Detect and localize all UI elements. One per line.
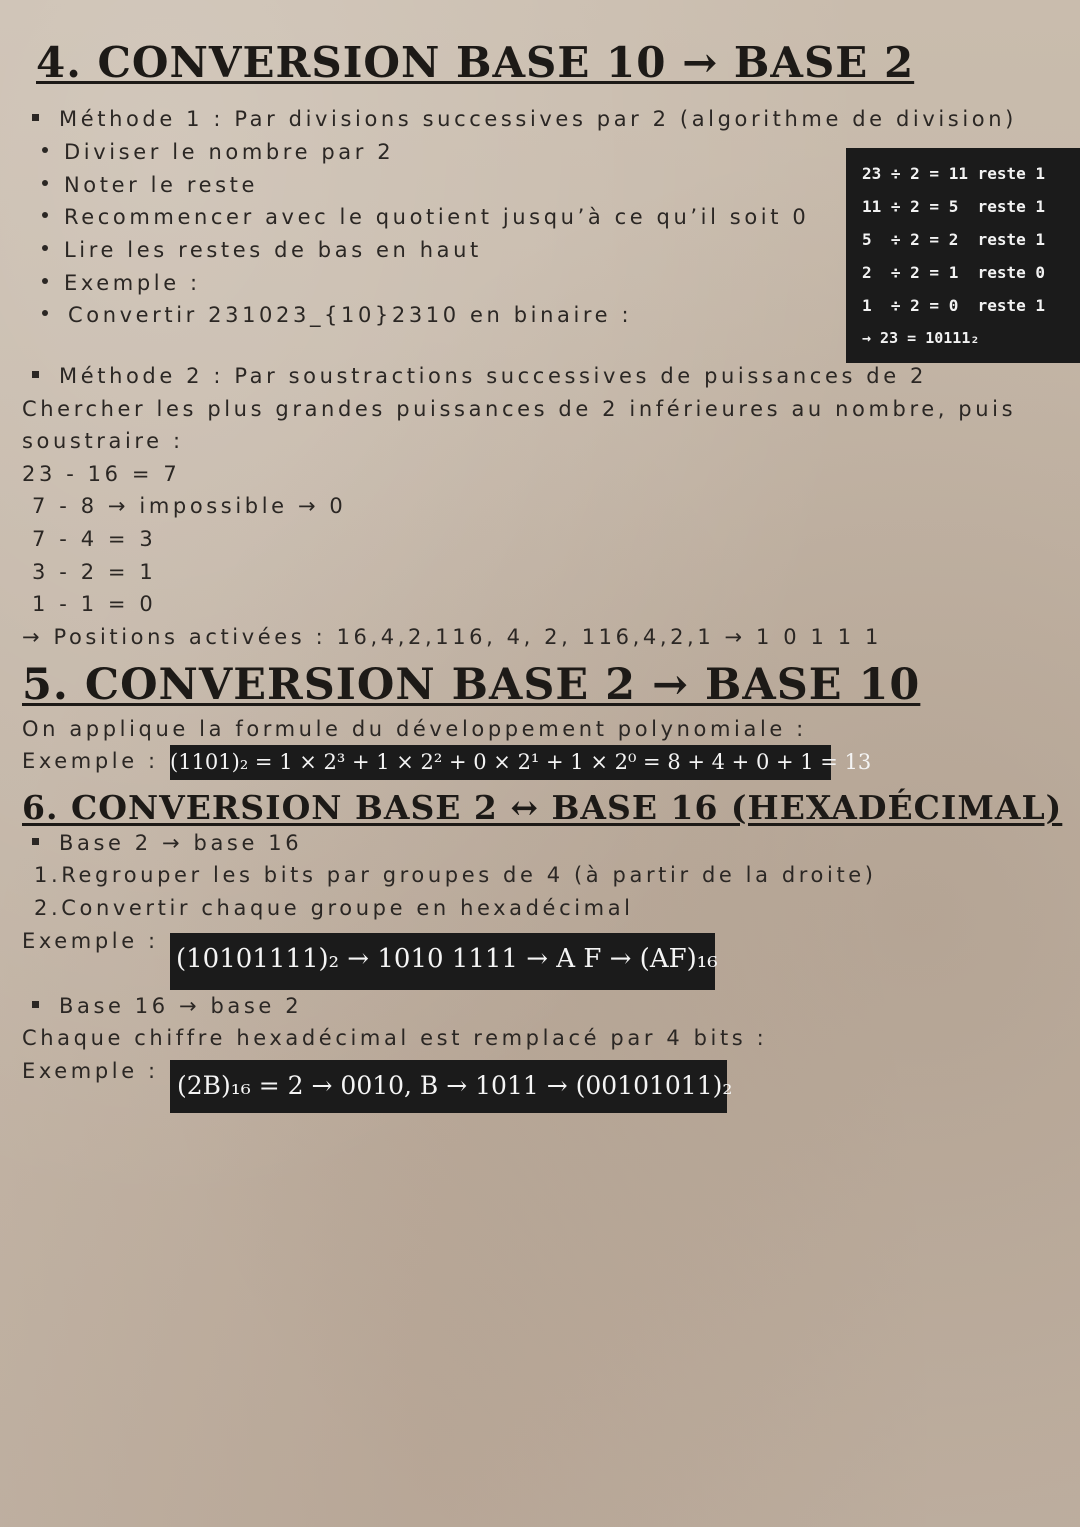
step-item	[42, 271, 201, 295]
step-text: Noter le reste	[64, 173, 259, 197]
step-1: 1.Regrouper les bits par groupes de 4 (à partir de la droite)	[34, 863, 877, 887]
step-item	[42, 238, 482, 262]
subtraction-line: 1 - 1 = 0	[32, 592, 157, 616]
division-row: 1 ÷ 2 = 0 reste 1	[862, 296, 1046, 315]
method-2-desc-line-2: soustraire :	[22, 429, 184, 453]
division-row: 5 ÷ 2 = 2 reste 1	[862, 230, 1046, 249]
bullet-icon	[42, 310, 48, 316]
step-text: Lire les restes de bas en haut	[64, 238, 482, 262]
section-6-desc: Chaque chiffre hexadécimal est remplacé par 4 bits :	[22, 1026, 768, 1050]
division-row: 23 ÷ 2 = 11 reste 1	[862, 164, 1046, 183]
section-5-title: 5. CONVERSION BASE 2 → BASE 10	[22, 660, 921, 710]
bullet-icon	[42, 180, 48, 186]
step-text: Recommencer avec le quotient jusqu’à ce qu’il soit 0	[64, 205, 810, 229]
bullet-icon	[42, 245, 48, 251]
square-bullet-icon	[32, 838, 39, 845]
base2-to-base16-heading	[32, 831, 302, 855]
step-text: Diviser le nombre par 2	[64, 140, 395, 164]
hex-example-2: (2B)₁₆ = 2 → 0010, B → 1011 → (00101011)₂	[170, 1060, 727, 1113]
step-2: 2.Convertir chaque groupe en hexadécimal	[34, 896, 634, 920]
step-item	[42, 140, 394, 164]
base16-to-base2-heading	[32, 994, 302, 1018]
division-result: → 23 = 10111₂	[862, 329, 980, 347]
subtraction-line: 7 - 4 = 3	[32, 527, 157, 551]
step-text: Convertir 231023_{10}2310 en binaire :	[68, 303, 633, 327]
hex-example-1: (10101111)₂ → 1010 1111 → A F → (AF)₁₆	[170, 933, 715, 990]
method-2-heading	[32, 364, 927, 388]
example-2-label: Exemple :	[22, 1059, 159, 1083]
step-item	[42, 205, 809, 229]
polynomial-formula: (1101)₂ = 1 × 2³ + 1 × 2² + 0 × 2¹ + 1 × 2⁰ = 8 + 4 + 0 + 1 = 13	[170, 745, 831, 780]
positions-line: → Positions activées : 16,4,2,116, 4, 2, 116,4,2,1 → 1 0 1 1 1	[22, 625, 882, 649]
subtraction-line: 7 - 8 → impossible → 0	[32, 494, 347, 518]
subtraction-line: 3 - 2 = 1	[32, 560, 157, 584]
example-1-label: Exemple :	[22, 929, 159, 953]
bullet-icon	[42, 212, 48, 218]
division-table	[846, 148, 1080, 363]
division-row: 11 ÷ 2 = 5 reste 1	[862, 197, 1046, 216]
step-text: Exemple :	[64, 271, 201, 295]
method-1-heading	[32, 107, 1017, 131]
section-4-title: 4. CONVERSION BASE 10 → BASE 2	[36, 38, 915, 87]
bullet-icon	[42, 278, 48, 284]
step-item	[42, 303, 632, 327]
method-2-text: Méthode 2 : Par soustractions successives de puissances de 2	[59, 364, 927, 388]
method-1-text: Méthode 1 : Par divisions successives par 2 (algorithme de division)	[59, 107, 1017, 131]
method-2-desc-line-1: Chercher les plus grandes puissances de 2 inférieures au nombre, puis	[22, 397, 1017, 421]
base2-to-base16-text: Base 2 → base 16	[59, 831, 303, 855]
section-5-example-label: Exemple :	[22, 749, 159, 773]
division-row: 2 ÷ 2 = 1 reste 0	[862, 263, 1046, 282]
section-5-desc: On applique la formule du développement polynomiale :	[22, 717, 807, 741]
square-bullet-icon	[32, 114, 39, 121]
step-item	[42, 173, 258, 197]
bullet-icon	[42, 147, 48, 153]
base16-to-base2-text: Base 16 → base 2	[59, 994, 303, 1018]
square-bullet-icon	[32, 1001, 39, 1008]
square-bullet-icon	[32, 371, 39, 378]
subtraction-line: 23 - 16 = 7	[22, 462, 181, 486]
section-6-title: 6. CONVERSION BASE 2 ↔ BASE 16 (HEXADÉCIMAL)	[22, 788, 1063, 827]
